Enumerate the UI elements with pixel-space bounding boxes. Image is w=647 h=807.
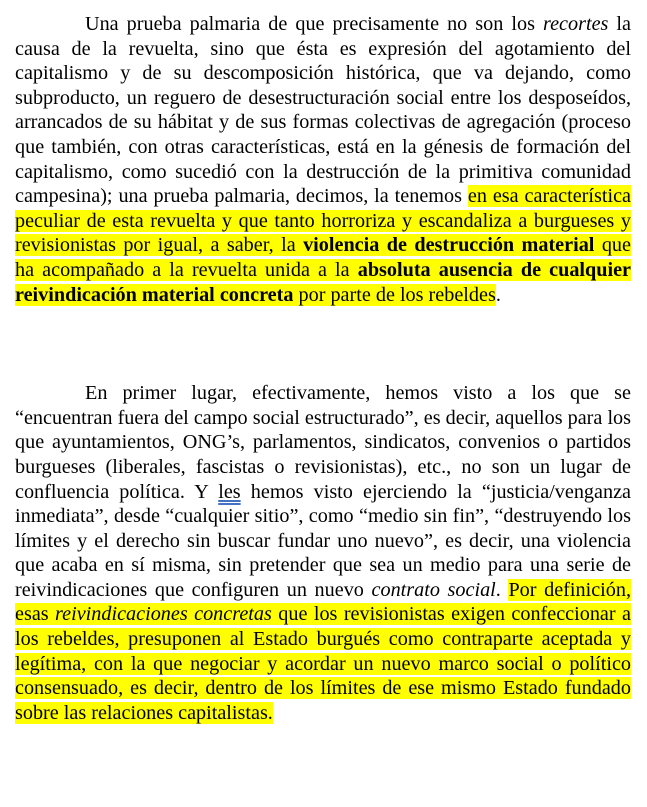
italic-term-recortes: recortes [542, 13, 609, 35]
highlighted-text: que los revisionistas exigen confeccionar a los rebeldes, presuponen al Estado burgués como contraparte aceptada y legítima, con la que negociar y acordar un nuevo marco social o político consensuado, es decir, dentro de los límites de ese mismo Estado fundado sobre las relaciones capitalistas. [15, 603, 631, 724]
highlighted-bold-text: absoluta ausencia de cualquier reivindicación material concreta [15, 258, 632, 306]
text-span: . [495, 283, 501, 306]
highlighted-text: Por definición, esas [15, 578, 632, 626]
paragraph-2 [15, 381, 631, 725]
text-span: Una prueba palmaria de que precisamente no son los [85, 13, 543, 35]
document-page [15, 0, 631, 725]
text-span: hemos visto ejerciendo la “justicia/venganza inmediata”, desde “cualquier sitio”, como “medio sin fin”, “destruyendo los límites y el derecho sin buscar fundar uno nuevo”, es decir, una violencia que acaba en sí misma, sin pretender que sea un medio para una serie de reivindicaciones que configuren un nuevo [15, 480, 631, 601]
text-span: . [495, 578, 509, 601]
text-span: En primer lugar, efectivamente, hemos visto a los que se “encuentran fuera del campo social estructurado”, es decir, aquellos para los que ayuntamientos, ONG’s, parlamentos, sindicatos, convenios o partidos burgueses (liberales, fascistas o revisionistas), etc., no son un lugar de confluencia política. Y [15, 382, 631, 503]
highlighted-bold-text: violencia de destrucción material [303, 234, 595, 257]
paragraph-1 [15, 0, 631, 307]
text-span: la causa de la revuelta, sino que ésta es expresión del agotamiento del capitalismo y de su descomposición histórica, que va dejando, como subproducto, un reguero de desestructuración social entre los desposeídos, arrancados de su hábitat y de sus formas colectivas de agregación (proceso que también, con otras características, está en la génesis de formación del capitalismo, como sucedió con la destrucción de la primitiva comunidad campesina); una prueba palmaria, decimos, la tenemos [15, 13, 631, 208]
highlighted-text: que ha acompañado a la revuelta unida a la [15, 234, 631, 281]
underlined-word-les: les [218, 480, 241, 503]
highlighted-text: por parte de los rebeldes [293, 283, 496, 306]
highlighted-italic-text: reivindicaciones concretas [55, 603, 272, 626]
highlighted-text: en esa característica peculiar de esta revuelta y que tanto horroriza y escandaliza a burgueses y revisionistas por igual, a saber, la [15, 185, 631, 257]
italic-term-contrato-social: contrato social [371, 578, 496, 601]
